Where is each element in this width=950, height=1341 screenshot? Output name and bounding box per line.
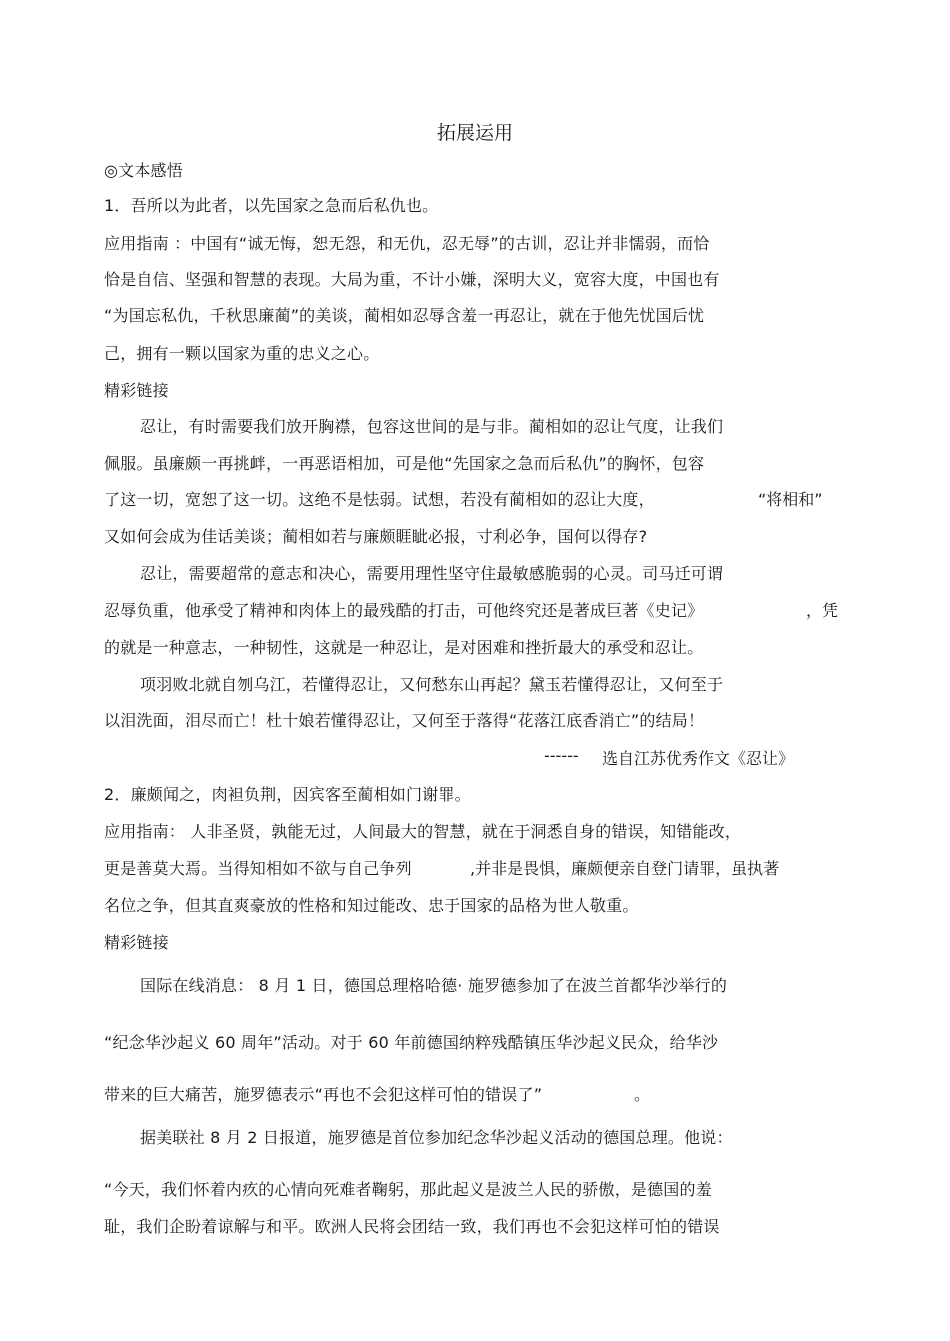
item1-passage-line: 了这一切，宽恕了这一切。这绝不是怯弱。试想，若没有蔺相如的忍让大度， — [104, 490, 655, 509]
item2-quote: 2．廉颇闻之，肉袒负荆，因宾客至蔺相如门谢罪。 — [104, 785, 471, 804]
item1-passage-line: 的就是一种意志，一种韧性，这就是一种忍让，是对困难和挫折最大的承受和忍让。 — [104, 638, 704, 657]
item1-passage-line: 以泪洗面，泪尽而亡！杜十娘若懂得忍让，又何至于落得“花落江底香消亡”的结局！ — [104, 711, 705, 730]
item1-link-heading: 精彩链接 — [104, 381, 169, 400]
item2-guide-line: 名位之争，但其直爽豪放的性格和知过能改、忠于国家的品格为世人敬重。 — [104, 896, 639, 915]
item1-passage-line6-tail: ，凭 — [806, 601, 839, 620]
item1-guide-line: 恰是自信、坚强和智慧的表现。大局为重，不计小嫌，深明大义，宽容大度，中国也有 — [104, 270, 720, 289]
item1-passage-line3-tail: “将相和” — [758, 490, 823, 509]
item1-guide-line: 己，拥有一颗以国家为重的忠义之心。 — [104, 344, 380, 363]
item1-passage-line: 又如何会成为佳话美谈；蔺相如若与廉颇睚眦必报，寸利必争，国何以得存? — [104, 527, 648, 546]
item1-passage-line: 忍让，有时需要我们放开胸襟，包容这世间的是与非。蔺相如的忍让气度，让我们 — [140, 417, 724, 436]
item2-guide-line: 更是善莫大焉。当得知相如不欲与自己争列 — [104, 859, 412, 878]
item2-passage-line: 带来的巨大痛苦，施罗德表示“再也不会犯这样可怕的错误了” — [104, 1085, 543, 1104]
section-heading: ◎文本感悟 — [104, 161, 183, 180]
item2-guide-line2-tail: ,并非是畏惧，廉颇便亲自登门请罪，虽执著 — [470, 859, 780, 878]
item2-guide-line: 应用指南： 人非圣贤，孰能无过，人间最大的智慧，就在于洞悉自身的错误，知错能改， — [104, 822, 742, 841]
item1-guide-line: “为国忘私仇，千秋思廉蔺”的美谈，蔺相如忍辱含羞一再忍让，就在于他先忧国后忧 — [104, 306, 705, 325]
item1-passage-line: 忍让，需要超常的意志和决心，需要用理性坚守住最敏感脆弱的心灵。司马迁可谓 — [140, 564, 724, 583]
item2-link-heading: 精彩链接 — [104, 933, 169, 952]
item2-passage-line: “今天，我们怀着内疚的心情向死难者鞠躬，那此起义是波兰人民的骄傲，是德国的羞 — [104, 1180, 712, 1199]
item1-guide-line: 应用指南 ：中国有“诚无悔，恕无怨，和无仇，忍无辱”的古训，忍让并非懦弱，而恰 — [104, 234, 710, 253]
page-title: 拓展运用 — [436, 122, 513, 144]
item1-passage-line: 佩服。虽廉颇一再挑衅，一再恶语相加，可是他“先国家之急而后私仇”的胸怀，包容 — [104, 454, 705, 473]
item2-passage-line: “纪念华沙起义 60 周年”活动。对于 60 年前德国纳粹残酷镇压华沙起义民众，给华沙 — [104, 1033, 719, 1052]
item2-passage-line: 国际在线消息： 8 月 1 日，德国总理格哈德· 施罗德参加了在波兰首都华沙举行的 — [140, 976, 728, 995]
item2-passage-line3-tail: 。 — [634, 1085, 651, 1104]
item1-quote: 1．吾所以为此者，以先国家之急而后私仇也。 — [104, 196, 439, 215]
item1-passage-line: 忍辱负重，他承受了精神和肉体上的最残酷的打击，可他终究还是著成巨著《史记》 — [104, 601, 704, 620]
attribution-source: 选自江苏优秀作文《忍让》 — [602, 749, 795, 768]
item1-passage-line: 项羽败北就自刎乌江，若懂得忍让，又何愁东山再起？黛玉若懂得忍让，又何至于 — [140, 675, 724, 694]
item2-passage-line: 据美联社 8 月 2 日报道，施罗德是首位参加纪念华沙起义活动的德国总理。他说： — [140, 1128, 733, 1147]
attribution-dash: ------ — [544, 746, 579, 765]
item2-passage-line: 耻，我们企盼着谅解与和平。欧洲人民将会团结一致，我们再也不会犯这样可怕的错误 — [104, 1217, 720, 1236]
